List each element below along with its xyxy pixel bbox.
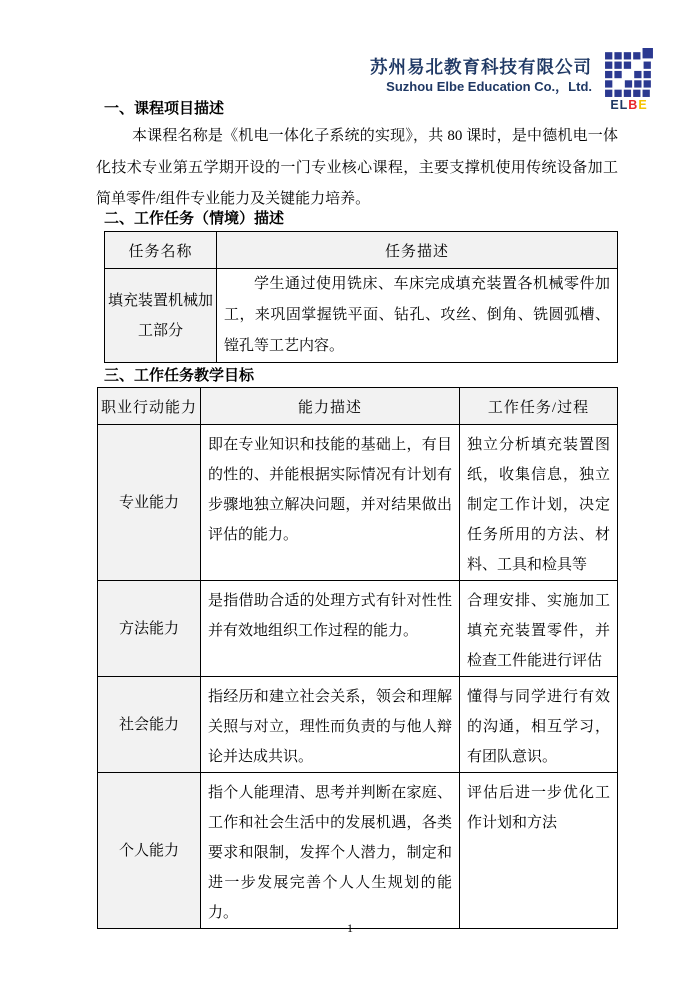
- work-task-cell: 懂得与同学进行有效的沟通，相互学习，有团队意识。: [460, 677, 618, 773]
- section3-heading: 三、工作任务教学目标: [104, 368, 255, 384]
- work-task-cell: 评估后进一步优化工作计划和方法: [460, 773, 618, 929]
- ability-name-cell: 专业能力: [98, 425, 201, 581]
- logo-letter-e: E: [638, 98, 648, 112]
- ability-desc-cell: 指经历和建立社会关系，领会和理解关照与对立，理性而负责的与他人辩论并达成共识。: [201, 677, 460, 773]
- section1-heading: 一、课程项目描述: [104, 101, 225, 117]
- ability-desc-cell: 指个人能理清、思考并判断在家庭、工作和社会生活中的发展机遇，各类要求和限制，发挥个人潜力，制定和进一步发展完善个人人生规划的能力。: [201, 773, 460, 929]
- logo-letters-el: EL: [610, 98, 629, 112]
- task-name-header: 任务名称: [105, 232, 217, 269]
- task-table-header-row: [105, 232, 618, 269]
- company-logo: [602, 48, 656, 112]
- ability-desc-cell: 是指借助合适的处理方式有针对性性并有效地组织工作过程的能力。: [201, 581, 460, 677]
- goal-table-row: [98, 581, 618, 677]
- task-desc-cell: 学生通过使用铣床、车床完成填充装置各机械零件加工，来巩固掌握铣平面、钻孔、攻丝、倒角、铣圆弧槽、镗孔等工艺内容。: [217, 269, 618, 363]
- company-name-chinese: 苏州易北教育科技有限公司: [370, 57, 592, 77]
- elbe-logo-wordmark: [610, 98, 647, 112]
- goal-table-row: [98, 425, 618, 581]
- ability-desc-cell: 即在专业知识和技能的基础上，有目的性的、并能根据实际情况有计划有步骤地独立解决问题，并对结果做出评估的能力。: [201, 425, 460, 581]
- task-table-row: [105, 269, 618, 363]
- ability-name-cell: 个人能力: [98, 773, 201, 929]
- elbe-blocks-logo-icon: [605, 48, 653, 98]
- goal-table-row: [98, 773, 618, 929]
- task-name-cell: 填充装置机械加工部分: [105, 269, 217, 363]
- ability-header: 职业行动能力: [98, 388, 201, 425]
- goal-table-header-row: [98, 388, 618, 425]
- work-task-cell: 合理安排、实施加工填充充装置零件，并检查工件能进行评估: [460, 581, 618, 677]
- course-description-paragraph: 本课程名称是《机电一体化子系统的实现》，共 80 课时，是中德机电一体化技术专业第五学期开设的一门专业核心课程，主要支撑机使用传统设备加工简单零件/组件专业能力及关键能力培养。: [96, 128, 618, 207]
- task-description-table: [104, 231, 618, 363]
- logo-letter-b: B: [628, 98, 639, 112]
- goal-table-row: [98, 677, 618, 773]
- ability-name-cell: 社会能力: [98, 677, 201, 773]
- ability-name-cell: 方法能力: [98, 581, 201, 677]
- work-task-header: 工作任务/过程: [460, 388, 618, 425]
- teaching-goals-table: [97, 387, 618, 929]
- company-name-block: [370, 48, 592, 96]
- page-number: 1: [347, 921, 353, 935]
- ability-desc-header: 能力描述: [201, 388, 460, 425]
- task-desc-header: 任务描述: [217, 232, 618, 269]
- company-name-english: Suzhou Elbe Education Co.，Ltd.: [386, 79, 592, 94]
- page-header: [370, 48, 656, 112]
- work-task-cell: 独立分析填充装置图纸，收集信息，独立制定工作计划，决定任务所用的方法、材料、工具和检具等: [460, 425, 618, 581]
- section2-heading: 二、工作任务（情境）描述: [104, 211, 285, 227]
